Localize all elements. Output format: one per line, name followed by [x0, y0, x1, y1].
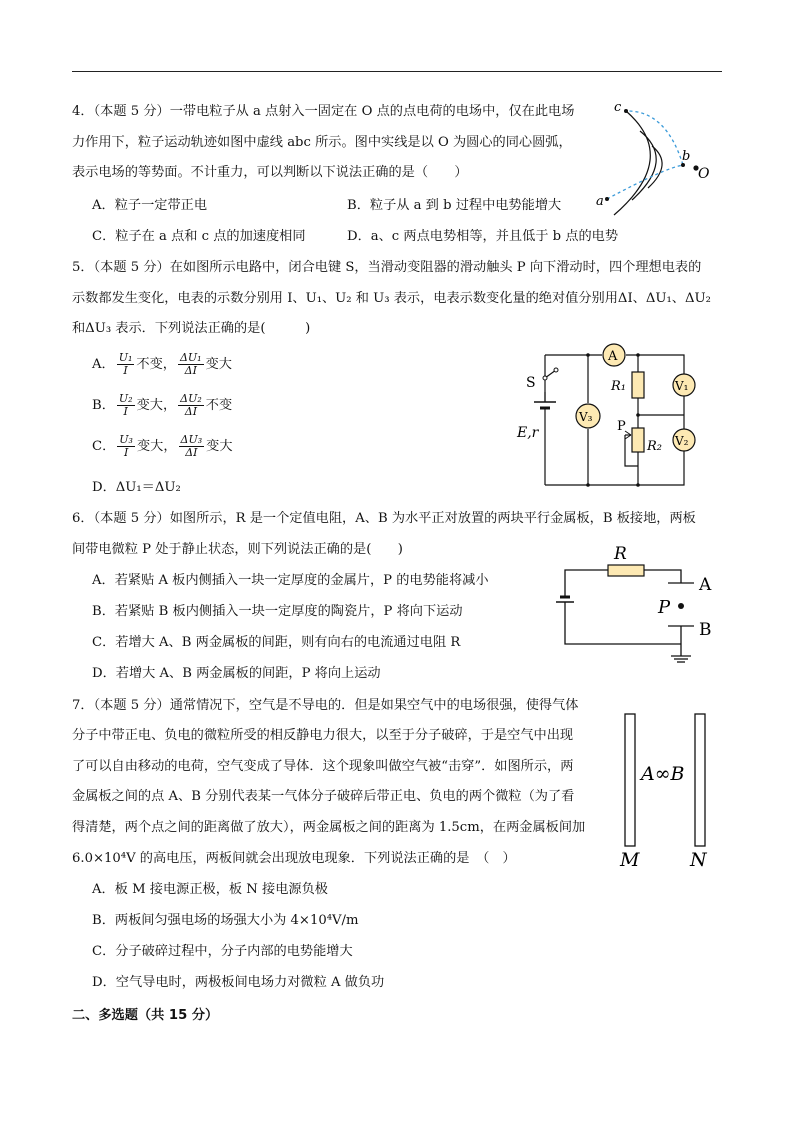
v2-label: V₂ [675, 434, 689, 448]
q5a-f2-den: ΔI [184, 364, 197, 377]
q6-capacitor-figure [548, 540, 728, 670]
q5b-f1-den: I [123, 405, 128, 418]
label-c: c [614, 100, 622, 115]
resistor-r [608, 565, 644, 576]
q5a-text-1: 不变， [136, 357, 176, 372]
q4-option-d: D．a、c 两点电势相等，并且低于 b 点的电势 [347, 229, 619, 244]
label-ab: A∞B [641, 763, 685, 785]
q7-plates-figure [612, 708, 722, 873]
q7-line-3: 了可以自由移动的电荷，空气变成了导体．这个现象叫做空气被“击穿”．如图所示，两 [72, 759, 574, 774]
v3-label: V₃ [579, 410, 593, 424]
equipotential-arc-middle [632, 131, 656, 200]
label-p: P [658, 597, 671, 618]
q5c-text-2: 变大 [206, 439, 233, 454]
q5c-f2-den: ΔI [185, 446, 198, 459]
q5b-text-2: 不变 [205, 398, 233, 413]
particle-p [678, 603, 684, 609]
slider-label: P [617, 419, 626, 434]
q7-line-6: 6.0×10⁴V 的高电压，两板间就会出现放电现象．下列说法正确的是 （ ） [72, 851, 516, 866]
q4-option-c: C．粒子在 a 点和 c 点的加速度相同 [92, 229, 306, 244]
q7-option-b: B．两板间匀强电场的场强大小为 4×10⁴V/m [92, 913, 359, 928]
q4-line-2: 力作用下，粒子运动轨迹如图中虚线 abc 所示。图中实线是以 O 为圆心的同心圆弧， [72, 135, 572, 150]
q6-line-1: 6．（本题 5 分）如图所示，R 是一个定值电阻，A、B 为水平正对放置的两块平行金属板，B 板接地，两板 [72, 511, 696, 526]
q7-line-4: 金属板之间的点 A、B 分别代表某一气体分子破碎后带正电、负电的两个微粒（为了看 [72, 789, 575, 804]
emf-label: E,r [517, 425, 539, 441]
label-n: N [690, 849, 707, 871]
label-plate-a: A [699, 575, 712, 595]
r2-label: R₂ [647, 439, 662, 454]
section-title-multiple-choice: 二、多选题（共 15 分） [72, 1008, 219, 1023]
q5a-f2-num: ΔU₁ [179, 351, 202, 364]
label-b: b [682, 149, 691, 164]
q5b-f2-num: ΔU₂ [180, 392, 202, 405]
header-rule [72, 71, 722, 72]
q5b-f2-den: ΔI [184, 405, 198, 418]
q5b-label: B． [92, 398, 115, 413]
q5b-frac-2 [178, 393, 204, 418]
q6-option-b: B．若紧贴 B 板内侧插入一块一定厚度的陶瓷片，P 将向下运动 [92, 604, 463, 619]
q5a-frac-1 [117, 352, 135, 377]
q5a-f1-den: I [123, 364, 128, 377]
q5c-label: C． [92, 439, 116, 454]
q5-line-1: 5．（本题 5 分）在如图所示电路中，闭合电键 S，当滑动变阻器的滑动触头 P 向下滑动时，四个理想电表的 [72, 260, 702, 275]
plate-m [625, 714, 635, 846]
q5-option-a [92, 352, 232, 377]
point-a-dot [605, 197, 609, 201]
q6-option-c: C．若增大 A、B 两金属板的间距，则有向右的电流通过电阻 R [92, 635, 461, 650]
q5a-f1-num: U₁ [118, 351, 133, 364]
q5b-f1-num: U₂ [118, 392, 133, 405]
label-r: R [614, 544, 627, 564]
q5-option-b [92, 393, 232, 418]
q5b-text-1: 变大， [136, 398, 177, 413]
q7-option-a: A．板 M 接电源正极，板 N 接电源负极 [92, 882, 328, 897]
q7-line-1: 7．（本题 5 分）通常情况下，空气是不导电的．但是如果空气中的电场很强，使得气体 [72, 698, 579, 713]
q4-line-3: 表示电场的等势面。不计重力，可以判断以下说法正确的是（ ） [72, 165, 468, 180]
q5a-text-2: 变大 [205, 357, 232, 372]
q4-figure [590, 98, 720, 223]
q5-line-3: 和ΔU₃ 表示．下列说法正确的是( ) [72, 321, 311, 336]
q5a-frac-2 [178, 352, 204, 377]
q6-option-a: A．若紧贴 A 板内侧插入一块一定厚度的金属片，P 的电势能将减小 [92, 573, 489, 588]
point-c-dot [624, 109, 628, 113]
switch-label: S [526, 375, 536, 391]
switch-contact [543, 376, 547, 380]
q5c-f1-den: I [123, 446, 129, 459]
label-a: a [596, 194, 604, 209]
q5c-frac-2 [179, 434, 205, 459]
q4-option-b: B．粒子从 a 到 b 过程中电势能增大 [347, 198, 562, 213]
q6-option-d: D．若增大 A、B 两金属板的间距，P 将向上运动 [92, 666, 381, 681]
r1-label: R₁ [611, 379, 626, 394]
plate-n [695, 714, 705, 846]
label-m: M [620, 849, 640, 871]
q5c-text-1: 变大， [136, 439, 177, 454]
q7-option-c: C．分子破碎过程中，分子内部的电势能增大 [92, 944, 353, 959]
switch-pivot [554, 368, 558, 372]
q5c-frac-1 [117, 434, 135, 459]
q5a-label: A． [92, 357, 115, 372]
q5-option-d: D．ΔU₁＝ΔU₂ [92, 480, 181, 495]
r1-resistor [632, 372, 644, 398]
q4-line-1: 4．（本题 5 分）一带电粒子从 a 点射入一固定在 O 点的点电荷的电场中，仅在此电场 [72, 104, 575, 119]
q7-line-2: 分子中带正电、负电的微粒所受的相反静电力很大，以至于分子破碎，于是空气中出现 [72, 728, 574, 743]
v1-label: V₁ [675, 379, 689, 393]
q6-line-2: 间带电微粒 P 处于静止状态，则下列说法正确的是( ) [72, 542, 403, 557]
q5c-f1-num: U₃ [119, 433, 133, 446]
q5-line-2: 示数都发生变化，电表的示数分别用 I、U₁、U₂ 和 U₃ 表示，电表示数变化量的绝对值分别用ΔI、ΔU₁、ΔU₂ [72, 291, 711, 306]
q7-option-d: D．空气导电时，两极板间电场力对微粒 A 做负功 [92, 975, 385, 990]
q5-circuit-figure [512, 340, 712, 490]
q5b-frac-1 [117, 393, 135, 418]
q7-line-5: 得清楚，两个点之间的距离做了放大），两金属板之间的距离为 1.5cm，在两金属板间加 [72, 820, 586, 835]
label-plate-b: B [699, 620, 712, 640]
q4-option-a: A．粒子一定带正电 [92, 198, 208, 213]
q5c-f2-num: ΔU₃ [180, 433, 203, 446]
r2-resistor [632, 428, 644, 452]
q5-option-c [92, 434, 233, 459]
label-o: O [698, 166, 710, 182]
ammeter-label: A [608, 349, 618, 364]
